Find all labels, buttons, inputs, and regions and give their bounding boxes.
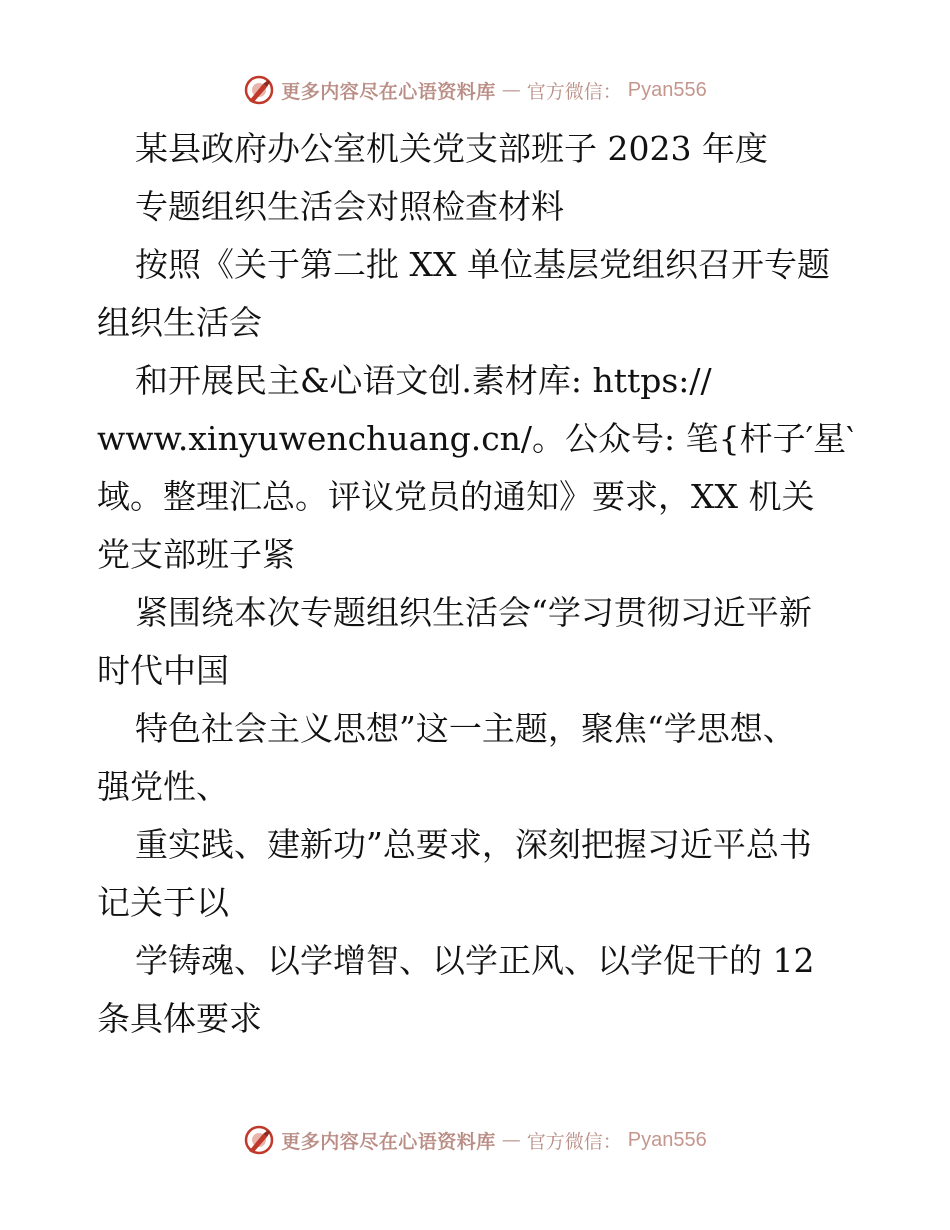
paragraph-line: 按照《关于第二批 XX 单位基层党组织召开专题 <box>135 245 830 284</box>
paragraph-line: 域。整理汇总。评议党员的通知》要求，XX 机关 <box>97 477 815 516</box>
watermark-site-name: 更多内容尽在心语资料库 <box>281 80 496 103</box>
watermark-site-name: 更多内容尽在心语资料库 <box>281 1130 496 1153</box>
paragraph-line: 紧围绕本次专题组织生活会“学习贯彻习近平新 <box>135 593 812 632</box>
title-line-2: 专题组织生活会对照检查材料 <box>135 187 564 226</box>
watermark-wechat-account: Pyan556 <box>627 1128 707 1151</box>
paragraph-line: www.xinyuwenchuang.cn/。公众号: 笔{杆子′星‵ <box>97 419 854 458</box>
paragraph-line: 学铸魂、以学增智、以学正风、以学促干的 12 <box>135 941 815 980</box>
document-body <box>97 120 857 1048</box>
watermark-separator: — <box>501 79 521 101</box>
watermark-wechat-label: 官方微信： <box>526 80 622 103</box>
paragraph-line: 时代中国 <box>97 651 229 690</box>
paragraph-line: 和开展民主&心语文创.素材库: https:// <box>135 361 712 400</box>
watermark-wechat-account: Pyan556 <box>627 78 707 101</box>
paragraph-line: 强党性、 <box>97 767 229 806</box>
paragraph-line: 特色社会主义思想”这一主题，聚焦“学思想、 <box>135 709 796 748</box>
paragraph-line: 党支部班子紧 <box>97 535 295 574</box>
watermark-wechat-label: 官方微信： <box>526 1130 622 1153</box>
header-watermark-banner <box>0 70 950 110</box>
paragraph-line: 记关于以 <box>97 883 229 922</box>
pen-logo-icon <box>243 1124 275 1156</box>
paragraph-line: 条具体要求 <box>97 999 262 1038</box>
pen-logo-icon <box>243 74 275 106</box>
footer-watermark-banner <box>0 1120 950 1160</box>
paragraph-line: 重实践、建新功”总要求，深刻把握习近平总书 <box>135 825 812 864</box>
paragraph-line: 组织生活会 <box>97 303 262 342</box>
title-line-1: 某县政府办公室机关党支部班子 2023 年度 <box>135 129 768 168</box>
watermark-separator: — <box>501 1129 521 1151</box>
